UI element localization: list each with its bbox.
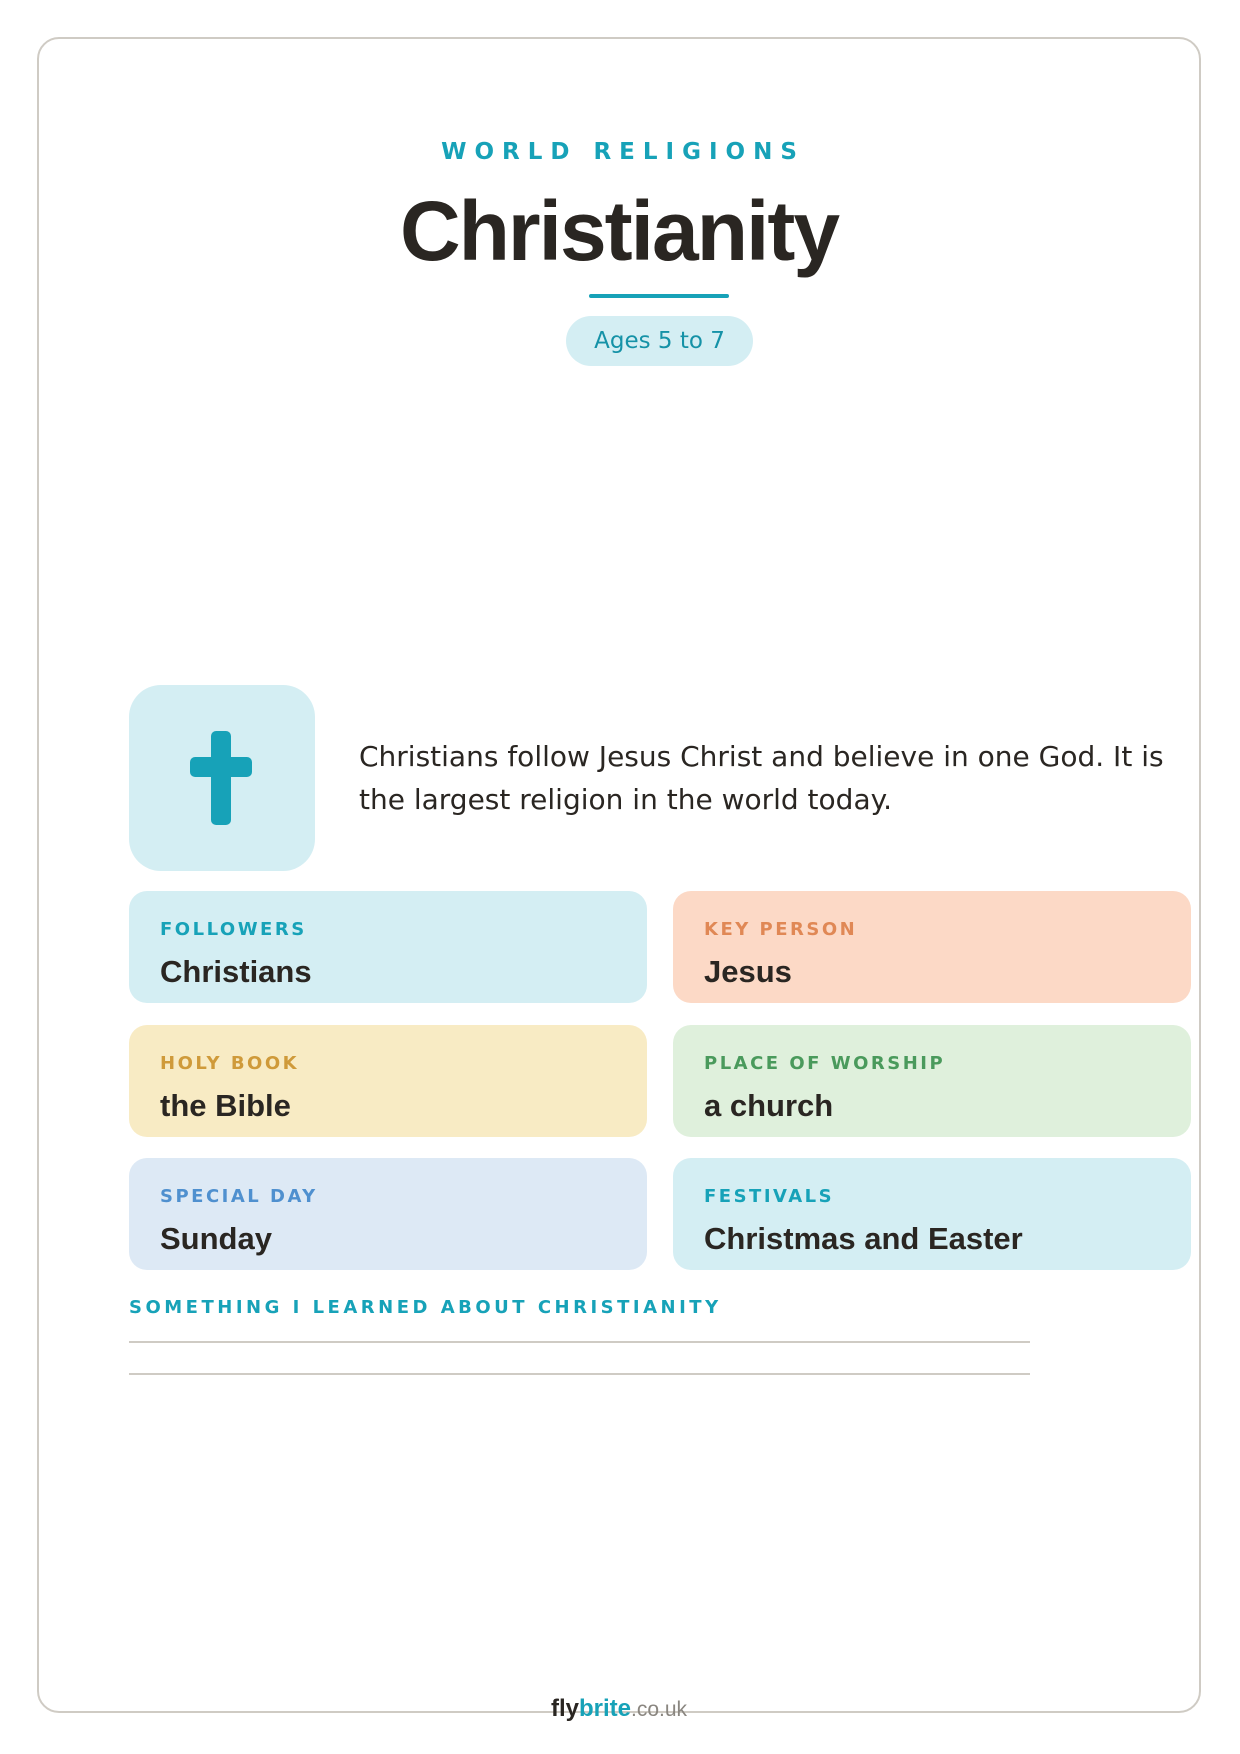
fact-label: SPECIAL DAY [160, 1186, 318, 1207]
fact-label: FOLLOWERS [160, 919, 307, 940]
fact-card-holy-book [129, 1025, 647, 1137]
fact-card-followers [129, 891, 647, 1003]
fact-label: KEY PERSON [704, 919, 858, 940]
fact-label: FESTIVALS [704, 1186, 835, 1207]
intro-text: Christians follow Jesus Christ and believe in one God. It is the largest religion in the world today. [359, 740, 1164, 816]
footer-brand [39, 1695, 1199, 1723]
fact-card-festivals [673, 1158, 1191, 1270]
fact-label: PLACE OF WORSHIP [704, 1053, 946, 1074]
brand-brite: brite [578, 1695, 631, 1722]
brand-fly: fly [550, 1695, 579, 1722]
worksheet-page [37, 37, 1201, 1722]
writing-line-2[interactable] [129, 1373, 1030, 1375]
writing-line-1[interactable] [129, 1341, 1030, 1343]
fact-value: Sunday [160, 1221, 272, 1256]
fact-value: Christians [160, 954, 312, 989]
fact-value: a church [704, 1088, 834, 1123]
fact-value: the Bible [160, 1088, 291, 1123]
cross-icon-horizontal-bar [190, 757, 252, 777]
page-title: Christianity [399, 184, 839, 278]
brand-domain: .co.uk [631, 1698, 688, 1721]
fact-card-key-person [673, 891, 1191, 1003]
learned-prompt-label: SOMETHING I LEARNED ABOUT CHRISTIANITY [129, 1297, 722, 1318]
cross-icon-tile [129, 685, 315, 871]
fact-value: Jesus [704, 954, 792, 989]
title-underline [589, 294, 729, 298]
fact-label: HOLY BOOK [160, 1053, 300, 1074]
cross-icon-vertical-bar [211, 731, 231, 825]
age-badge: Ages 5 to 7 [566, 316, 753, 366]
category-eyebrow: WORLD RELIGIONS [441, 139, 805, 165]
fact-card-place-of-worship [673, 1025, 1191, 1137]
fact-value: Christmas and Easter [704, 1221, 1023, 1256]
fact-card-special-day [129, 1158, 647, 1270]
